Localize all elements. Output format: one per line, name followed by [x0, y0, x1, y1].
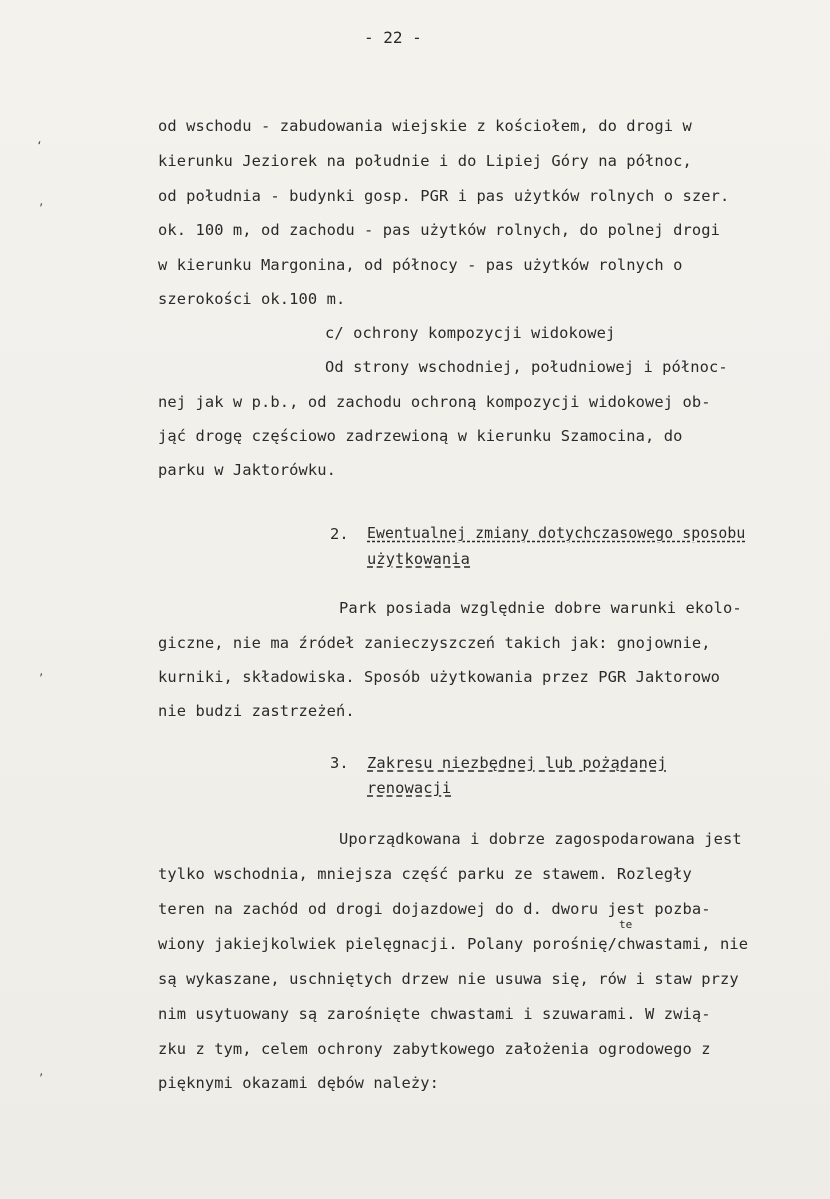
text-line: ok. 100 m, od zachodu - pas użytków rolnych, do polnej drogi [158, 221, 720, 239]
handwritten-insertion: te [619, 918, 633, 931]
text-line: pięknymi okazami dębów należy: [158, 1074, 439, 1092]
text-line: wiony jakiejkolwiek pielęgnacji. Polany porośnię/chwastami, nie [158, 935, 749, 953]
margin-speck: , [38, 665, 45, 678]
text-line: nie budzi zastrzeżeń. [158, 702, 355, 720]
text-line: kurniki, składowiska. Sposób użytkowania przez PGR Jaktorowo [158, 668, 720, 686]
text-line: szerokości ok.100 m. [158, 290, 346, 308]
text-line: giczne, nie ma źródeł zanieczyszczeń takich jak: gnojownie, [158, 634, 711, 652]
text-line: kierunku Jeziorek na południe i do Lipiej Góry na północ, [158, 152, 692, 170]
subsection-heading: c/ ochrony kompozycji widokowej [325, 324, 616, 342]
section-number: 3. [330, 754, 349, 772]
text-line: są wykaszane, uschniętych drzew nie usuwa się, rów i staw przy [158, 970, 739, 988]
text-line: nej jak w p.b., od zachodu ochroną kompozycji widokowej ob- [158, 393, 711, 411]
text-line: w kierunku Margonina, od północy - pas użytków rolnych o [158, 256, 683, 274]
section-heading: Ewentualnej zmiany dotychczasowego sposobu [367, 525, 746, 542]
section-heading: Zakresu niezbędnej lub pożądanej [367, 754, 667, 772]
text-line: zku z tym, celem ochrony zabytkowego założenia ogrodowego z [158, 1040, 711, 1058]
section-heading-cont: renowacji [367, 779, 452, 797]
text-line: Uporządkowana i dobrze zagospodarowana jest [339, 830, 742, 848]
text-line: jąć drogę częściowo zadrzewioną w kierunku Szamocina, do [158, 427, 683, 445]
text-line: nim usytuowany są zarośnięte chwastami i szuwarami. W zwią- [158, 1005, 711, 1023]
text-line: od wschodu - zabudowania wiejskie z kościołem, do drogi w [158, 117, 692, 135]
margin-speck: ‘ [36, 139, 43, 152]
text-line: Park posiada względnie dobre warunki ekolo- [339, 599, 742, 617]
text-line: od południa - budynki gosp. PGR i pas użytków rolnych o szer. [158, 187, 730, 205]
text-line: parku w Jaktorówku. [158, 461, 336, 479]
text-line: Od strony wschodniej, południowej i północ- [325, 358, 728, 376]
page-number: - 22 - [364, 28, 422, 47]
section-heading-cont: użytkowania [367, 550, 471, 568]
section-number: 2. [330, 525, 349, 543]
text-line: teren na zachód od drogi dojazdowej do d. dworu jest pozba- [158, 900, 711, 918]
margin-speck: , [38, 195, 45, 208]
margin-speck: , [38, 1065, 45, 1078]
text-line: tylko wschodnia, mniejsza część parku ze stawem. Rozległy [158, 865, 692, 883]
